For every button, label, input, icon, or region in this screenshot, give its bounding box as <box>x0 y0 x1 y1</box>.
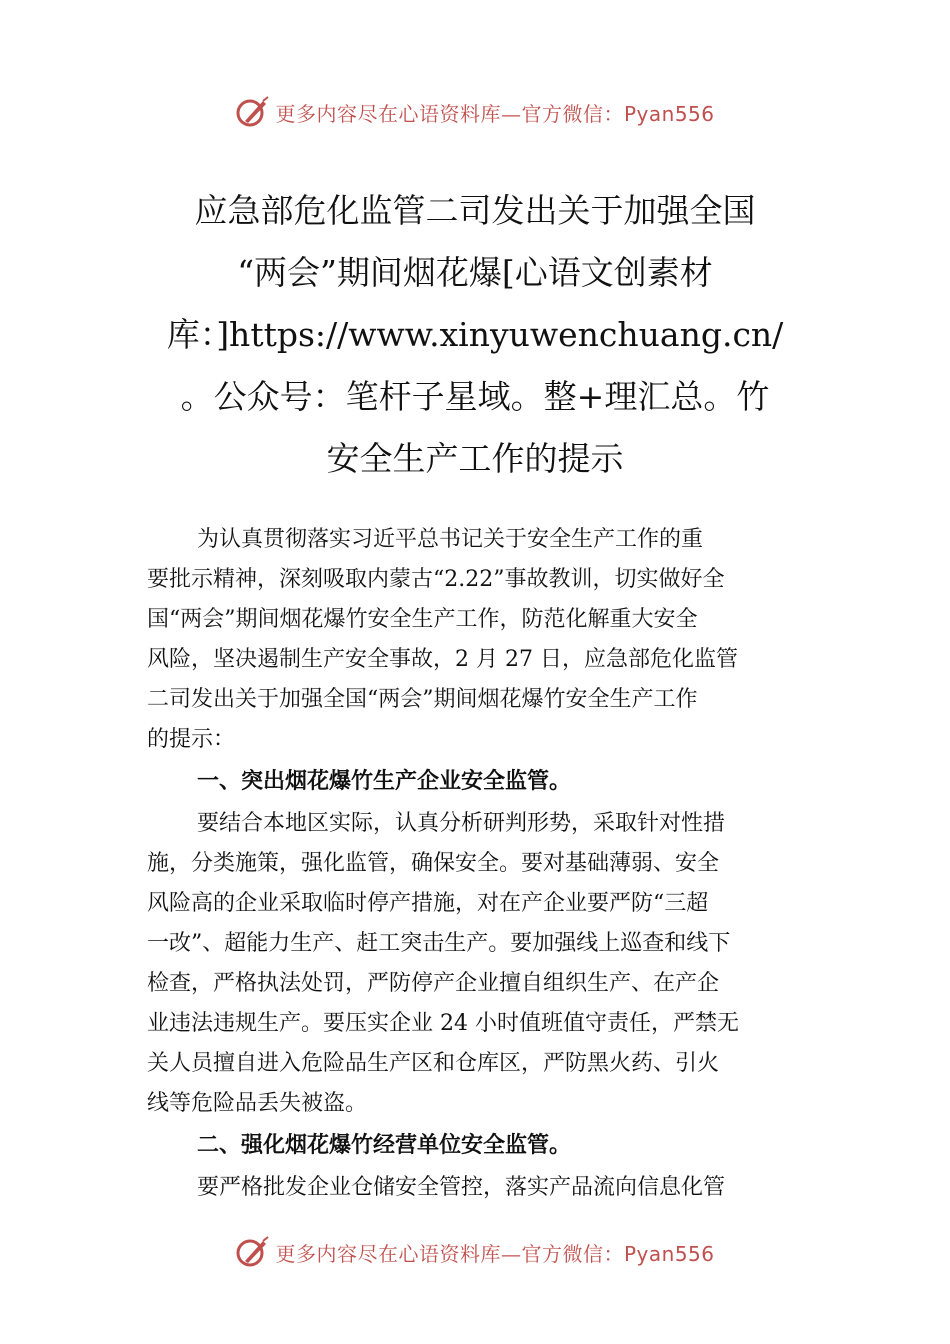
title-line: 应急部危化监管二司发出关于加强全国 <box>194 191 756 230</box>
text-line: 一改”、超能力生产、赶工突击生产。要加强线上巡查和线下 <box>147 931 731 956</box>
footer-banner <box>0 1232 950 1272</box>
text-line: 国“两会”期间烟花爆竹安全生产工作，防范化解重大安全 <box>147 607 698 632</box>
text-line: 风险，坚决遏制生产安全事故，2 月 27 日，应急部危化监管 <box>147 647 738 672</box>
text-line: 要批示精神，深刻吸取内蒙古“2.22”事故教训，切实做好全 <box>147 567 725 592</box>
text-line: 线等危险品丢失被盗。 <box>147 1091 368 1116</box>
quill-pen-logo-icon <box>235 95 269 129</box>
page-title <box>150 180 800 490</box>
text-line: 风险高的企业采取临时停产措施，对在产企业要严防“三超 <box>147 891 709 916</box>
title-line: “两会”期间烟花爆[心语文创素材 <box>237 253 713 292</box>
title-line: 库：]https://www.xinyuwenchuang.cn/ <box>166 315 784 354</box>
section-1-paragraph <box>147 804 807 1124</box>
section-heading-2: 二、强化烟花爆竹经营单位安全监管。 <box>197 1133 572 1158</box>
banner-text: 更多内容尽在心语资料库—官方微信：Pyan556 <box>275 1241 715 1266</box>
quill-pen-logo-icon <box>235 1235 269 1269</box>
text-line: 要严格批发企业仓储安全管控，落实产品流向信息化管 <box>197 1175 726 1200</box>
text-line: 检查，严格执法处罚，严防停产企业擅自组织生产、在产企 <box>147 971 720 996</box>
text-line: 的提示： <box>147 727 236 752</box>
text-line: 要结合本地区实际，认真分析研判形势，采取针对性措 <box>197 811 726 836</box>
text-line: 施，分类施策，强化监管，确保安全。要对基础薄弱、安全 <box>147 851 720 876</box>
text-line: 业违法违规生产。要压实企业 24 小时值班值守责任，严禁无 <box>147 1011 739 1036</box>
header-banner <box>0 92 950 132</box>
wechat-id: Pyan556 <box>623 101 715 126</box>
document-body <box>147 520 807 1208</box>
intro-paragraph <box>147 520 807 760</box>
title-line: 安全生产工作的提示 <box>326 439 624 478</box>
section-2-paragraph <box>147 1168 807 1208</box>
text-line: 二司发出关于加强全国“两会”期间烟花爆竹安全生产工作 <box>147 687 698 712</box>
section-heading-1: 一、突出烟花爆竹生产企业安全监管。 <box>197 769 572 794</box>
wechat-id: Pyan556 <box>623 1241 715 1266</box>
text-line: 为认真贯彻落实习近平总书记关于安全生产工作的重 <box>197 527 704 552</box>
banner-text: 更多内容尽在心语资料库—官方微信：Pyan556 <box>275 101 715 126</box>
text-line: 关人员擅自进入危险品生产区和仓库区，严防黑火药、引火 <box>147 1051 720 1076</box>
title-line: 。公众号：笔杆子星域。整+理汇总。竹 <box>180 377 770 416</box>
